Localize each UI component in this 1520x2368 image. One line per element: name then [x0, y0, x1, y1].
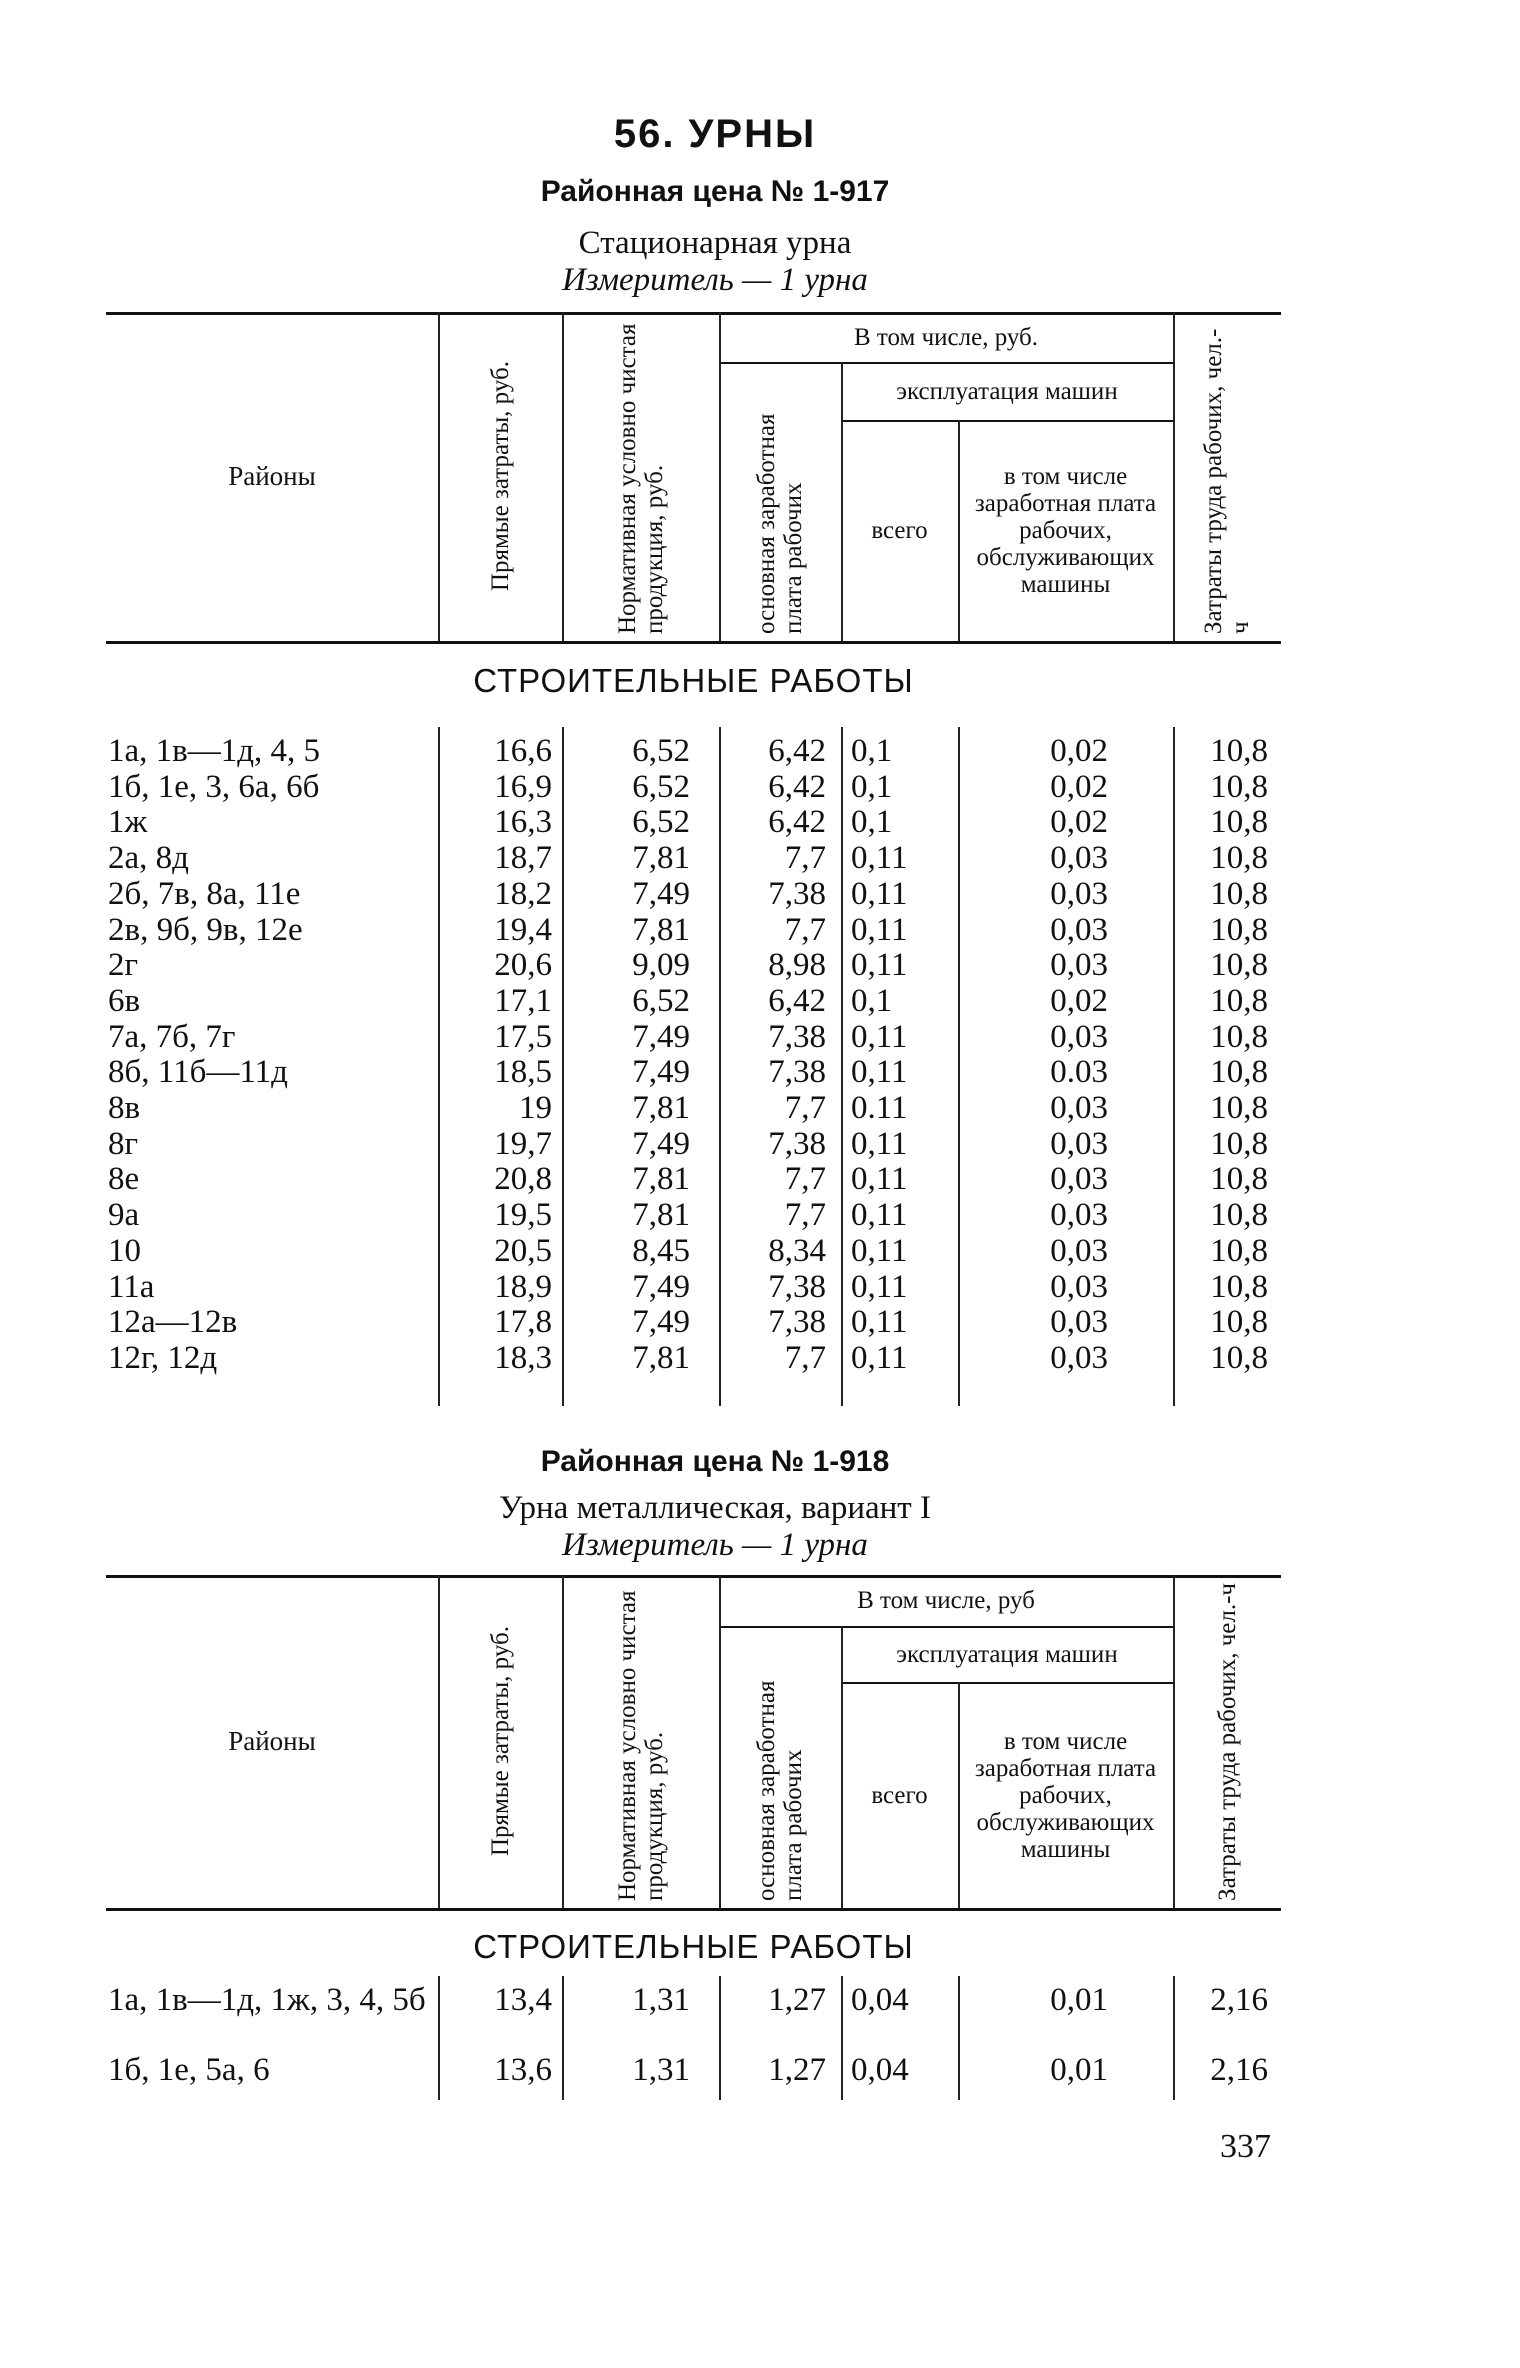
value-cell: 18,7: [494, 840, 552, 877]
value-cell: 7,49: [632, 1054, 690, 1091]
header-machine-operation: эксплуатация машин: [896, 377, 1118, 405]
item-name: Урна металлическая, вариант I: [499, 1490, 931, 1526]
header-total: всего: [871, 1781, 928, 1809]
value-cell: 7,7: [784, 1339, 826, 1376]
value-cell: 0,11: [851, 1054, 908, 1091]
value-cell: 0,03: [1050, 1197, 1108, 1234]
value-cell: 9,09: [632, 947, 690, 984]
section-heading: СТРОИТЕЛЬНЫЕ РАБОТЫ: [473, 1928, 914, 1965]
value-cell: 0,04: [851, 2052, 909, 2088]
value-cell: 0,11: [851, 1161, 908, 1198]
header-net-product: Нормативная условно чистая продукция, руб.: [613, 323, 668, 634]
value-cell: 8,45: [632, 1232, 690, 1269]
value-cell: 19,5: [494, 1197, 552, 1234]
column-divider: [958, 1976, 960, 2100]
header-including: В том числе, руб: [857, 1587, 1035, 1614]
value-cell: 7,81: [632, 1090, 690, 1126]
value-cell: 0,03: [1050, 1090, 1108, 1126]
value-cell: 10,8: [1210, 1197, 1268, 1234]
value-cell: 7,49: [632, 1268, 690, 1305]
region-cell: 1б, 1е, 5а, 6: [108, 2052, 270, 2088]
value-cell: 0,11: [851, 875, 908, 912]
value-cell: 8,34: [768, 1232, 826, 1269]
header-regions: Районы: [228, 461, 316, 491]
value-cell: 7,81: [632, 911, 690, 948]
header-net-product-cell: [562, 1575, 719, 1908]
value-cell: 6,52: [632, 733, 690, 769]
value-cell: 18,3: [494, 1339, 552, 1376]
header-direct-costs: Прямые затраты, руб.: [486, 1626, 514, 1857]
value-cell: 0,04: [851, 1982, 909, 2018]
header-direct-costs-cell: [438, 312, 562, 641]
value-cell: 13,6: [494, 2052, 552, 2088]
value-cell: 0,02: [1050, 768, 1108, 805]
value-cell: 0,02: [1050, 733, 1108, 769]
header-regions: Районы: [228, 1726, 316, 1756]
value-cell: 8,98: [768, 947, 826, 984]
value-cell: 10,8: [1210, 875, 1268, 912]
value-cell: 10,8: [1210, 1018, 1268, 1055]
value-cell: 6,42: [768, 982, 826, 1019]
value-cell: 18,5: [494, 1054, 552, 1091]
value-cell: 20,8: [494, 1161, 552, 1198]
region-cell: 2г: [108, 947, 139, 984]
value-cell: 2,16: [1210, 2052, 1268, 2088]
region-cell: 1б, 1е, 3, 6а, 6б: [108, 768, 320, 805]
value-cell: 10,8: [1210, 733, 1268, 769]
value-cell: 16,3: [494, 804, 552, 841]
column-divider: [958, 727, 960, 1406]
header-total: всего: [871, 517, 928, 544]
value-cell: 0,1: [851, 768, 893, 805]
page-number: 337: [1220, 2128, 1271, 2165]
value-cell: 17,8: [494, 1304, 552, 1341]
column-divider: [958, 420, 960, 641]
value-cell: 19,4: [494, 911, 552, 948]
value-cell: 10,8: [1210, 840, 1268, 877]
value-cell: 10,8: [1210, 1161, 1268, 1198]
value-cell: 0,03: [1050, 1018, 1108, 1055]
value-cell: 0,11: [851, 1197, 908, 1234]
value-cell: 6,52: [632, 804, 690, 841]
value-cell: 10,8: [1210, 804, 1268, 841]
value-cell: 7,38: [768, 1054, 826, 1091]
value-cell: 0,11: [851, 1339, 908, 1376]
value-cell: 0.11: [851, 1090, 908, 1126]
column-divider: [841, 727, 843, 1406]
value-cell: 7,49: [632, 1018, 690, 1055]
value-cell: 10,8: [1210, 947, 1268, 984]
value-cell: 7,7: [784, 840, 826, 877]
value-cell: 1,31: [632, 1982, 690, 2018]
value-cell: 0,11: [851, 1232, 908, 1269]
header-net-product: Нормативная условно чистая продукция, руб.: [613, 1590, 668, 1901]
value-cell: 10,8: [1210, 1304, 1268, 1341]
value-cell: 7,49: [632, 875, 690, 912]
value-cell: 0,11: [851, 1304, 908, 1341]
header-machine-wage: в том числе заработная плата рабочих, обслуживающих машины: [974, 463, 1157, 598]
value-cell: 10,8: [1210, 1125, 1268, 1162]
value-cell: 1,31: [632, 2052, 690, 2088]
header-base-wage-cell: [719, 362, 841, 641]
region-cell: 8б, 11б—11д: [108, 1054, 288, 1091]
value-cell: 7,38: [768, 875, 826, 912]
value-cell: 10,8: [1210, 1232, 1268, 1269]
section-heading: СТРОИТЕЛЬНЫЕ РАБОТЫ: [473, 662, 914, 699]
header-machine-wage: в том числе заработная плата рабочих, обслуживающих машины: [974, 1727, 1157, 1863]
value-cell: 18,2: [494, 875, 552, 912]
column-divider: [958, 1682, 960, 1908]
region-cell: 12г, 12д: [108, 1339, 218, 1376]
value-cell: 7,81: [632, 840, 690, 877]
value-cell: 0,03: [1050, 1125, 1108, 1162]
header-labor: Затраты труда рабочих, чел.-ч: [1213, 1582, 1241, 1901]
price-title: Районная цена № 1-917: [540, 175, 890, 208]
value-cell: 0,03: [1050, 911, 1108, 948]
value-cell: 7,38: [768, 1018, 826, 1055]
value-cell: 0,11: [851, 947, 908, 984]
region-cell: 1а, 1в—1д, 1ж, 3, 4, 5б: [108, 1982, 426, 2018]
value-cell: 6,42: [768, 733, 826, 769]
value-cell: 7,7: [784, 1197, 826, 1234]
value-cell: 7,81: [632, 1161, 690, 1198]
value-cell: 10,8: [1210, 1268, 1268, 1305]
header-bottom-rule: [106, 1908, 1281, 1911]
value-cell: 1,27: [768, 1982, 826, 2018]
value-cell: 18,9: [494, 1268, 552, 1305]
header-direct-costs: Прямые затраты, руб.: [486, 361, 514, 592]
value-cell: 16,9: [494, 768, 552, 805]
header-base-wage: основная заработная плата рабочих: [753, 1680, 807, 1901]
value-cell: 20,5: [494, 1232, 552, 1269]
region-cell: 8в: [108, 1090, 141, 1126]
value-cell: 7,49: [632, 1125, 690, 1162]
value-cell: 10,8: [1210, 768, 1268, 805]
header-base-wage-cell: [719, 1626, 841, 1908]
value-cell: 10,8: [1210, 1054, 1268, 1091]
region-cell: 6в: [108, 982, 141, 1019]
header-labor-cell: [1173, 1575, 1281, 1908]
region-cell: 12а—12в: [108, 1304, 238, 1341]
region-cell: 2а, 8д: [108, 840, 189, 877]
region-cell: 1а, 1в—1д, 4, 5: [108, 733, 321, 769]
value-cell: 0.03: [1050, 1054, 1108, 1091]
value-cell: 6,42: [768, 768, 826, 805]
region-cell: 2в, 9б, 9в, 12е: [108, 911, 303, 948]
value-cell: 7,81: [632, 1197, 690, 1234]
region-cell: 9а: [108, 1197, 140, 1234]
value-cell: 0,03: [1050, 1232, 1108, 1269]
region-cell: 1ж: [108, 804, 148, 841]
value-cell: 19,7: [494, 1125, 552, 1162]
value-cell: 0,03: [1050, 840, 1108, 877]
header-labor: Затраты труда рабочих, чел.-ч: [1200, 328, 1254, 634]
value-cell: 0,03: [1050, 1268, 1108, 1305]
measure-unit: Измеритель — 1 урна: [562, 262, 868, 298]
value-cell: 0,03: [1050, 1161, 1108, 1198]
value-cell: 10,8: [1210, 982, 1268, 1019]
value-cell: 0,02: [1050, 982, 1108, 1019]
value-cell: 0,01: [1050, 1982, 1108, 2018]
measure-unit: Измеритель — 1 урна: [562, 1527, 868, 1563]
value-cell: 6,52: [632, 982, 690, 1019]
value-cell: 1,27: [768, 2052, 826, 2088]
value-cell: 0,11: [851, 1268, 908, 1305]
header-including: В том числе, руб.: [853, 323, 1039, 351]
value-cell: 0,1: [851, 733, 893, 769]
header-direct-costs-cell: [438, 1575, 562, 1908]
price-title: Районная цена № 1-918: [540, 1445, 890, 1478]
value-cell: 7,38: [768, 1304, 826, 1341]
value-cell: 0,1: [851, 804, 893, 841]
value-cell: 19: [519, 1090, 552, 1126]
value-cell: 7,38: [768, 1268, 826, 1305]
value-cell: 7,38: [768, 1125, 826, 1162]
region-cell: 8г: [108, 1125, 139, 1162]
value-cell: 0,11: [851, 1125, 908, 1162]
region-cell: 2б, 7в, 8а, 11е: [108, 875, 301, 912]
value-cell: 6,42: [768, 804, 826, 841]
header-bottom-rule: [106, 641, 1281, 644]
value-cell: 7,81: [632, 1339, 690, 1376]
value-cell: 7,7: [784, 911, 826, 948]
value-cell: 6,52: [632, 768, 690, 805]
value-cell: 0,03: [1050, 1304, 1108, 1341]
value-cell: 16,6: [494, 733, 552, 769]
region-cell: 10: [108, 1232, 141, 1269]
region-cell: 11а: [108, 1268, 155, 1305]
header-labor-cell: [1173, 312, 1281, 641]
value-cell: 0,11: [851, 840, 908, 877]
column-divider: [841, 1976, 843, 2100]
value-cell: 0,03: [1050, 947, 1108, 984]
value-cell: 0,03: [1050, 875, 1108, 912]
region-cell: 7а, 7б, 7г: [108, 1018, 236, 1055]
value-cell: 0,03: [1050, 1339, 1108, 1376]
value-cell: 7,7: [784, 1161, 826, 1198]
header-machine-operation: эксплуатация машин: [896, 1640, 1118, 1668]
value-cell: 17,1: [494, 982, 552, 1019]
item-name: Стационарная урна: [578, 225, 852, 261]
value-cell: 13,4: [494, 1982, 552, 2018]
region-cell: 8е: [108, 1161, 140, 1198]
value-cell: 0,1: [851, 982, 893, 1019]
value-cell: 0,11: [851, 911, 908, 948]
value-cell: 20,6: [494, 947, 552, 984]
value-cell: 2,16: [1210, 1982, 1268, 2018]
value-cell: 10,8: [1210, 911, 1268, 948]
value-cell: 17,5: [494, 1018, 552, 1055]
value-cell: 10,8: [1210, 1339, 1268, 1376]
section-title: 56. УРНЫ: [613, 112, 817, 156]
value-cell: 10,8: [1210, 1090, 1268, 1126]
value-cell: 0,01: [1050, 2052, 1108, 2088]
value-cell: 0,11: [851, 1018, 908, 1055]
value-cell: 7,49: [632, 1304, 690, 1341]
value-cell: 0,02: [1050, 804, 1108, 841]
header-net-product-cell: [562, 312, 719, 641]
header-base-wage: основная заработная плата рабочих: [753, 413, 807, 634]
value-cell: 7,7: [784, 1090, 826, 1126]
